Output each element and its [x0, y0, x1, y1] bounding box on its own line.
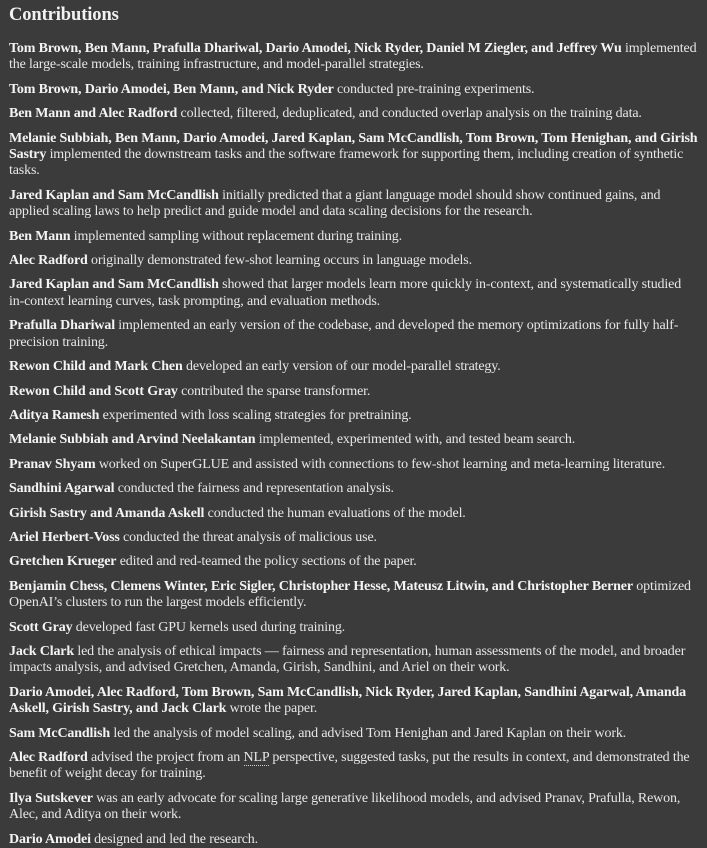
contribution-text: advised the project from an — [87, 750, 244, 765]
contribution-entry — [9, 106, 698, 122]
contribution-entry — [9, 457, 698, 473]
contribution-entry — [9, 685, 698, 718]
contributor-names: Ben Mann — [9, 228, 71, 244]
nlp-abbreviation: NLP — [243, 750, 269, 765]
contributor-names: Prafulla Dhariwal — [9, 318, 115, 334]
contributor-names: Sam McCandlish — [9, 725, 110, 741]
contribution-text: initially predicted that a giant language model should show continued gains, and applied scaling laws to help predict and guide model and data scaling decisions for the research. — [9, 187, 661, 220]
contribution-text: developed an early version of our model-parallel strategy. — [182, 359, 501, 375]
contribution-text: developed fast GPU kernels used during training. — [72, 619, 346, 635]
contribution-text: originally demonstrated few-shot learning occurs in language models. — [87, 253, 472, 269]
contributor-names: Rewon Child and Scott Gray — [9, 383, 178, 399]
contribution-entry — [9, 506, 698, 522]
contributor-names: Scott Gray — [9, 619, 73, 635]
contribution-entry — [9, 253, 698, 269]
contribution-text: conducted the threat analysis of malicious use. — [119, 529, 377, 545]
contribution-entry — [9, 750, 698, 783]
contributor-names: Melanie Subbiah and Arvind Neelakantan — [9, 432, 256, 448]
contributor-names: Rewon Child and Mark Chen — [9, 359, 183, 375]
contribution-entry — [9, 277, 698, 310]
contribution-text: edited and red-teamed the policy sections of the paper. — [116, 554, 417, 570]
contribution-entry — [9, 579, 698, 612]
contribution-entry — [9, 384, 698, 400]
contribution-text: implemented an early version of the codebase, and developed the memory optimizations for fully half-precision training. — [9, 318, 679, 350]
contribution-text: wrote the paper. — [226, 701, 318, 717]
contribution-entry — [9, 832, 698, 848]
contribution-text: contributed the sparse transformer. — [177, 383, 371, 399]
contribution-text: experimented with loss scaling strategies for pretraining. — [99, 407, 412, 423]
contribution-text: led the analysis of ethical impacts — fairness and representation, human assessments of the model, and broader impacts analysis, and advised Gretchen, Amanda, Girish, Sandhini, and Ariel on their work. — [9, 643, 686, 676]
contributor-names: Girish Sastry and Amanda Askell — [9, 505, 205, 521]
contribution-entry — [9, 481, 698, 497]
contribution-entry — [9, 41, 698, 74]
contribution-entry — [9, 791, 698, 824]
contribution-text: collected, filtered, deduplicated, and conducted overlap analysis on the training data. — [177, 106, 642, 122]
contribution-text: designed and led the research. — [90, 831, 258, 847]
contribution-entry — [9, 620, 698, 636]
contribution-entry — [9, 408, 698, 424]
contributor-names: Ilya Sutskever — [9, 790, 93, 806]
contributor-names: Tom Brown, Ben Mann, Prafulla Dhariwal, Dario Amodei, Nick Ryder, Daniel M Ziegler, and Jeffrey Wu — [9, 41, 622, 56]
contributor-names: Alec Radford — [9, 750, 88, 765]
contribution-text: implemented sampling without replacement during training. — [70, 228, 402, 244]
contributor-names: Jared Kaplan and Sam McCandlish — [9, 277, 219, 293]
contributor-names: Alec Radford — [9, 253, 88, 269]
contribution-text: perspective, suggested tasks, put the results in context, and demonstrated the benefit of weight decay for training. — [9, 750, 690, 782]
contribution-entry — [9, 229, 698, 245]
contributor-names: Dario Amodei, Alec Radford, Tom Brown, Sam McCandlish, Nick Ryder, Jared Kaplan, Sandhini Agarwal, Amanda Askell, Girish Sastry, and Jack Clark — [9, 684, 686, 717]
contributor-names: Gretchen Krueger — [9, 554, 117, 570]
contribution-entry — [9, 554, 698, 570]
contribution-entry — [9, 318, 698, 351]
contributor-names: Ben Mann and Alec Radford — [9, 106, 178, 122]
contributor-names: Pranav Shyam — [9, 456, 96, 472]
contributor-names: Jack Clark — [9, 643, 75, 659]
contribution-text: conducted the fairness and representation analysis. — [114, 481, 394, 497]
contributor-names: Melanie Subbiah, Ben Mann, Dario Amodei, Jared Kaplan, Sam McCandlish, Tom Brown, Tom Henighan, and Girish Sastry — [9, 130, 698, 163]
contribution-text: optimized OpenAI’s clusters to run the largest models efficiently. — [9, 578, 691, 611]
contributor-names: Aditya Ramesh — [9, 407, 100, 423]
contribution-text: implemented the large-scale models, training infrastructure, and model-parallel strategies. — [9, 41, 697, 73]
contribution-entry — [9, 359, 698, 375]
contribution-entry — [9, 432, 698, 448]
contributor-names: Sandhini Agarwal — [9, 481, 115, 497]
contribution-text: worked on SuperGLUE and assisted with connections to few-shot learning and meta-learning literature. — [95, 456, 666, 472]
contribution-entry — [9, 530, 698, 546]
section-title: Contributions — [9, 5, 119, 25]
contribution-text: led the analysis of model scaling, and advised Tom Henighan and Jared Kaplan on their work. — [109, 725, 627, 741]
contribution-entry — [9, 131, 698, 180]
contribution-text: showed that larger models learn more quickly in-context, and systematically studied in-context learning curves, task prompting, and evaluation methods. — [9, 277, 682, 309]
contribution-entry — [9, 644, 698, 677]
contribution-entry — [9, 188, 698, 221]
contribution-entry — [9, 726, 698, 742]
contribution-entry — [9, 82, 698, 98]
contributor-names: Ariel Herbert-Voss — [9, 529, 120, 545]
contribution-text: was an early advocate for scaling large generative likelihood models, and advised Pranav, Prafulla, Rewon, Alec, and Aditya on their work. — [9, 790, 681, 823]
contributor-names: Tom Brown, Dario Amodei, Ben Mann, and Nick Ryder — [9, 81, 334, 97]
contribution-text: conducted the human evaluations of the model. — [204, 505, 466, 521]
contributor-names: Dario Amodei — [9, 831, 91, 847]
contribution-text: implemented the downstream tasks and the software framework for supporting them, including creation of synthetic tasks. — [9, 147, 684, 179]
contribution-text: conducted pre-training experiments. — [333, 81, 535, 97]
contribution-text: implemented, experimented with, and tested beam search. — [255, 432, 576, 448]
contributor-names: Benjamin Chess, Clemens Winter, Eric Sigler, Christopher Hesse, Mateusz Litwin, and Christopher Berner — [9, 578, 633, 594]
contributor-names: Jared Kaplan and Sam McCandlish — [9, 187, 219, 203]
